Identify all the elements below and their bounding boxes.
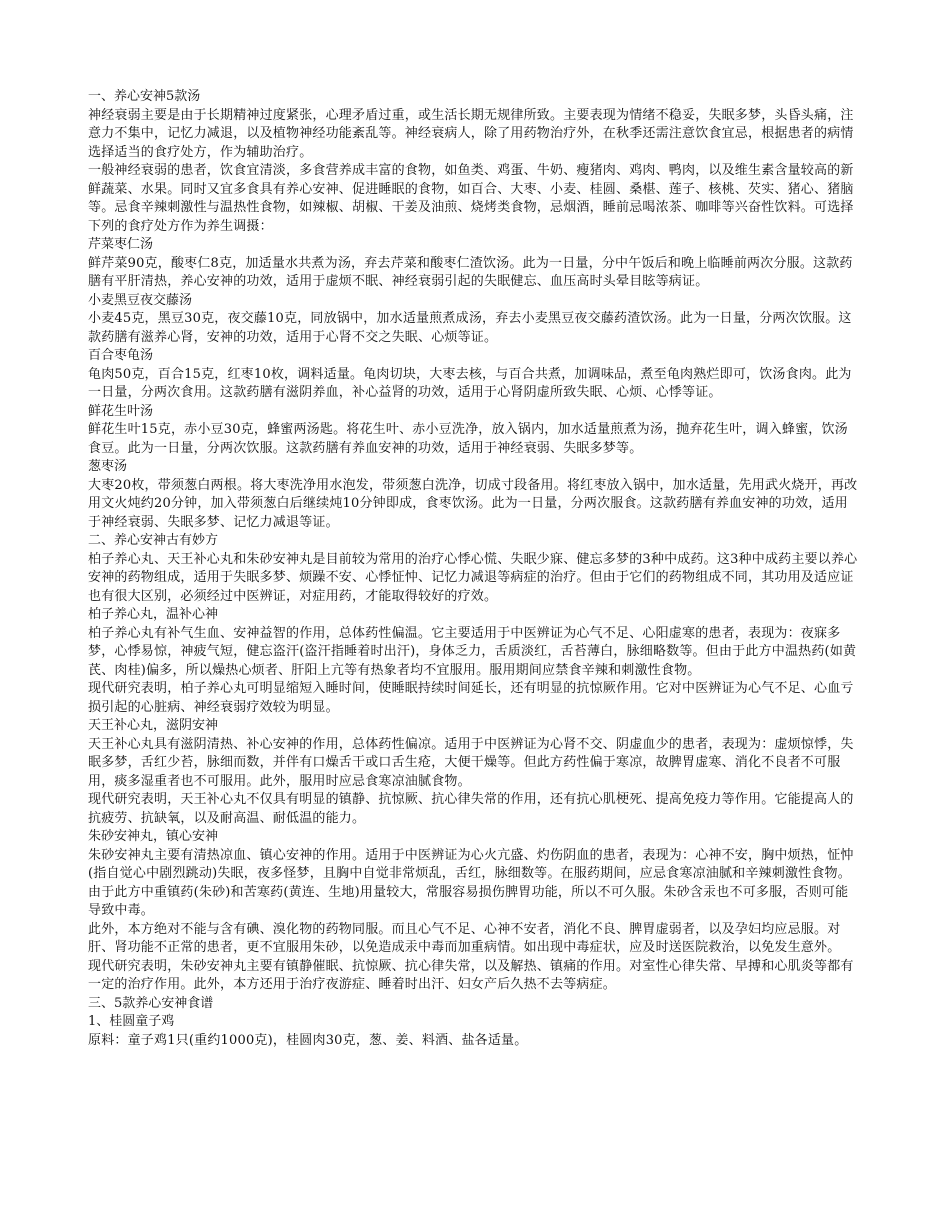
paragraph: 神经衰弱主要是由于长期精神过度紧张，心理矛盾过重，或生活长期无规律所致。主要表现为情绪不稳妥，失眠多梦，头昏头痛，注意力不集中，记忆力减退，以及植物神经功能紊乱等。神经衰病人，除了用药物治疗外，在秋季还需注意饮食宜忌，根据患者的病情选择适当的食疗处方，作为辅助治疗。 xyxy=(88,107,854,160)
paragraph: 柏子养心丸有补气生血、安神益智的作用，总体药性偏温。它主要适用于中医辨证为心气不足、心阳虚寒的患者，表现为：夜寐多梦，心悸易惊，神疲气短，健忘盗汗(盗汗指睡着时出汗)，身体乏力，舌质淡红，舌苔薄白，脉细略数等。但由于此方中温热药(如黄芪、肉桂)偏多，所以燥热心烦者、肝阳上亢等有热象者均不宜服用。服用期间应禁食辛辣和刺激性食物。 xyxy=(88,625,857,678)
paragraph: 现代研究表明，柏子养心丸可明显缩短入睡时间，使睡眠持续时间延长，还有明显的抗惊厥作用。它对中医辨证为心气不足、心血亏损引起的心脏病、神经衰弱疗效较为明显。 xyxy=(88,681,854,715)
recipe-title: 葱枣汤 xyxy=(88,459,128,474)
paragraph: 大枣20枚，带须葱白两根。将大枣洗净用水泡发，带须葱白洗净，切成寸段备用。将红枣放入锅中，加水适量，先用武火烧开，再改用文火炖约20分钟，加入带须葱白后继续炖10分钟即成，食枣饮汤。此为一日量，分两次服食。这款药膳有养血安神的功效，适用于神经衰弱、失眠多梦、记忆力减退等证。 xyxy=(88,477,858,530)
paragraph: 龟肉50克，百合15克，红枣10枚，调料适量。龟肉切块，大枣去核，与百合共煮，加调味品，煮至龟肉熟烂即可，饮汤食肉。此为一日量，分两次食用。这款药膳有滋阴养血，补心益肾的功效，适用于心肾阴虚所致失眠、心烦、心悸等证。 xyxy=(88,366,852,400)
paragraph: 现代研究表明，天王补心丸不仅具有明显的镇静、抗惊厥、抗心律失常的作用，还有抗心肌梗死、提高免疫力等作用。它能提高人的抗疲劳、抗缺氧，以及耐高温、耐低温的能力。 xyxy=(88,792,854,826)
recipe-title: 1、桂圆童子鸡 xyxy=(88,1014,175,1029)
paragraph: 现代研究表明，朱砂安神丸主要有镇静催眠、抗惊厥、抗心律失常，以及解热、镇痛的作用。对室性心律失常、早搏和心肌炎等都有一定的治疗作用。此外，本方还用于治疗夜游症、睡着时出汗、妇女产后久热不去等病症。 xyxy=(88,958,854,992)
section-heading-3: 三、5款养心安神食谱 xyxy=(88,995,214,1011)
paragraph: 小麦45克，黑豆30克，夜交藤10克，同放锅中，加水适量煎煮成汤，弃去小麦黑豆夜交藤药渣饮汤。此为一日量，分两次饮服。这款药膳有滋养心肾，安神的功效，适用于心肾不交之失眠、心烦等证。 xyxy=(88,311,852,345)
subheading: 柏子养心丸，温补心神 xyxy=(88,607,219,622)
section-heading-1: 一、养心安神5款汤 xyxy=(88,89,201,104)
paragraph: 柏子养心丸、天王补心丸和朱砂安神丸是目前较为常用的治疗心悸心慌、失眠少寐、健忘多梦的3种中成药。这3种中成药主要以养心安神的药物组成，适用于失眠多梦、烦躁不安、心悸怔忡、记忆力减退等病症的治疗。但由于它们的药物组成不同，其功用及适应证也有很大区别，必须经过中医辨证，对症用药，才能取得较好的疗效。 xyxy=(88,551,858,604)
recipe-title: 百合枣龟汤 xyxy=(88,348,154,363)
recipe-title: 小麦黑豆夜交藤汤 xyxy=(88,292,193,308)
paragraph: 原料：童子鸡1只(重约1000克)，桂圆肉30克，葱、姜、料酒、盐各适量。 xyxy=(88,1032,528,1048)
recipe-title: 芹菜枣仁汤 xyxy=(88,237,154,252)
document-page xyxy=(88,88,860,1050)
section-heading-2: 二、养心安神古有妙方 xyxy=(88,533,219,548)
subheading: 天王补心丸，滋阴安神 xyxy=(88,718,219,733)
recipe-title: 鲜花生叶汤 xyxy=(88,403,154,419)
paragraph: 鲜芹菜90克，酸枣仁8克，加适量水共煮为汤，弃去芹菜和酸枣仁渣饮汤。此为一日量，分中午饭后和晚上临睡前两次分服。这款药膳有平肝清热，养心安神的功效，适用于虚烦不眠、神经衰弱引起的失眠健忘、血压高时头晕目眩等病证。 xyxy=(88,255,853,289)
paragraph: 此外，本方绝对不能与含有碘、溴化物的药物同服。而且心气不足、心神不安者，消化不良、脾胃虚弱者，以及孕妇均应忌服。对肝、肾功能不正常的患者，更不宜服用朱砂，以免造成汞中毒而加重病情。如出现中毒症状，应及时送医院救治，以免发生意外。 xyxy=(88,921,841,955)
paragraph: 朱砂安神丸主要有清热凉血、镇心安神的作用。适用于中医辨证为心火亢盛、灼伤阴血的患者，表现为：心神不安，胸中烦热，怔忡(指自觉心中剧烈跳动)失眠，夜多怪梦，且胸中自觉非常烦乱，舌红，脉细数等。在服药期间，应忌食寒凉油腻和辛辣刺激性食物。由于此方中重镇药(朱砂)和苦寒药(黄连、生地)用量较大，常服容易损伤脾胃功能，所以不可久服。朱砂含汞也不可多服，否则可能导致中毒。 xyxy=(88,847,854,918)
paragraph: 天王补心丸具有滋阴清热、补心安神的作用，总体药性偏凉。适用于中医辨证为心肾不交、阴虚血少的患者，表现为：虚烦惊悸，失眠多梦，舌红少苔，脉细而数，并伴有口燥舌干或口舌生疮，大便干燥等。但此方药性偏于寒凉，故脾胃虚寒、消化不良者不可服用，痰多湿重者也不可服用。此外，服用时应忌食寒凉油腻食物。 xyxy=(88,736,854,789)
paragraph: 鲜花生叶15克，赤小豆30克，蜂蜜两汤匙。将花生叶、赤小豆洗净，放入锅内，加水适量煎煮为汤，抛弃花生叶，调入蜂蜜，饮汤食豆。此为一日量，分两次饮服。这款药膳有养血安神的功效，适用于神经衰弱、失眠多梦等。 xyxy=(88,422,848,456)
paragraph: 一般神经衰弱的患者，饮食宜清淡，多食营养成丰富的食物，如鱼类、鸡蛋、牛奶、瘦猪肉、鸡肉、鸭肉，以及维生素含量较高的新鲜蔬菜、水果。同时又宜多食具有养心安神、促进睡眠的食物，如百合、大枣、小麦、桂圆、桑椹、莲子、核桃、芡实、猪心、猪脑等。忌食辛辣刺激性与温热性食物，如辣椒、胡椒、干姜及油煎、烧烤类食物，忌烟酒，睡前忌喝浓茶、咖啡等兴奋性饮料。可选择下列的食疗处方作为养生调摄： xyxy=(88,163,854,234)
subheading: 朱砂安神丸，镇心安神 xyxy=(88,829,219,844)
